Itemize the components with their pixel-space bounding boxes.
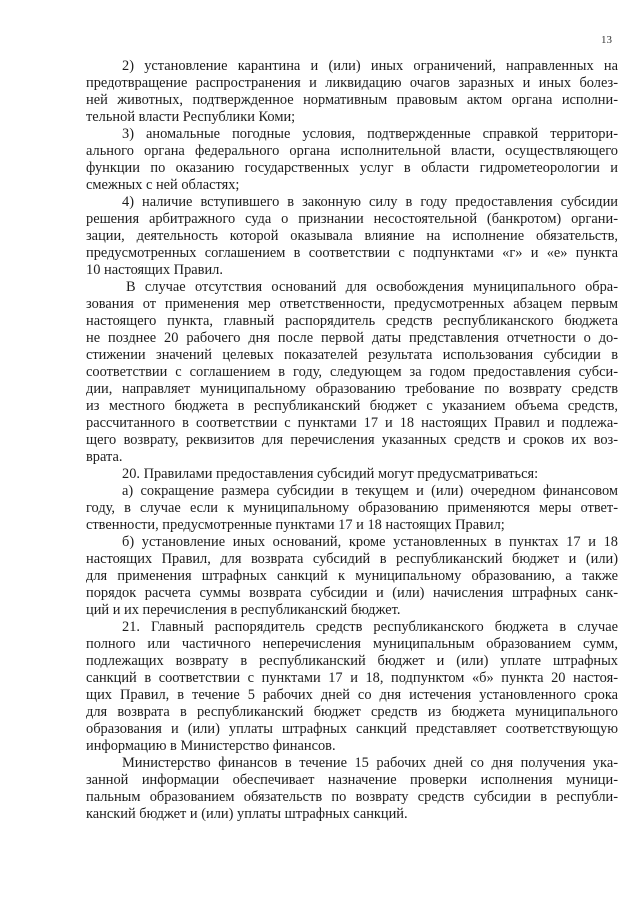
text-line: б) установление иных оснований, кроме установленных в пунктах 17 и 18: [122, 534, 618, 550]
text-line: щих Правил, в течение 5 рабочих дней со дня истечения установленного срока: [86, 687, 618, 703]
text-line: для возврата в республиканский бюджет средств из бюджета муниципального: [86, 704, 618, 720]
text-line: ций и их перечисления в республиканский бюджет.: [86, 602, 401, 618]
text-line: 3) аномальные погодные условия, подтвержденные справкой территори-: [122, 126, 618, 142]
text-line: ального органа федерального органа исполнительной власти, осуществляющего: [86, 143, 618, 159]
text-line: 20. Правилами предоставления субсидий могут предусматриваться:: [122, 466, 539, 482]
text-line: функции по оказанию государственных услуг в области гидрометеорологии и: [86, 160, 618, 176]
text-line: тельной власти Республики Коми;: [86, 109, 296, 125]
text-line: 10 настоящих Правил.: [86, 262, 223, 278]
text-line: предусмотренных соглашением в соответствии с подпунктами «г» и «е» пункта: [86, 245, 618, 261]
paragraph-point-21: [86, 619, 618, 755]
text-line: В случае отсутствия оснований для освобождения муниципального обра-: [126, 279, 618, 295]
text-line: смежных с ней областях;: [86, 177, 240, 193]
text-line: решения арбитражного суда о признании несостоятельной (банкротом) органи-: [86, 211, 618, 227]
paragraph-point-20-b: [86, 534, 618, 619]
paragraph-ministry-check: [86, 755, 618, 823]
text-line: щего возврату, реквизитов для перечисления указанных средств и сроков их воз-: [86, 432, 618, 448]
paragraph-absence-grounds: [86, 279, 618, 466]
text-line: санкций в соответствии с пунктами 17 и 18, подпунктом «б» пункта 20 настоя-: [86, 670, 618, 686]
text-line: зации, деятельность которой оказывала влияние на исполнение обязательств,: [86, 228, 618, 244]
paragraph-item-3: [86, 126, 618, 194]
text-line: дии, направляет муниципальному образованию требование по возврату средств: [86, 381, 618, 397]
paragraph-point-20-a: [86, 483, 618, 534]
text-line: ней животных, подтвержденное нормативным правовым актом органа исполни-: [86, 92, 618, 108]
text-line: ственности, предусмотренные пунктами 17 и 18 настоящих Правил;: [86, 517, 505, 533]
text-line: пальным образованием обязательств по возврату средств субсидии в республи-: [86, 789, 618, 805]
text-line: году, в случае если к муниципальному образованию применяются меры ответ-: [86, 500, 618, 516]
page-number: 13: [601, 34, 612, 46]
text-line: Министерство финансов в течение 15 рабочих дней со дня получения ука-: [122, 755, 618, 771]
paragraph-item-2: [86, 58, 618, 126]
text-line: 21. Главный распорядитель средств республиканского бюджета в случае: [122, 619, 618, 635]
text-line: стижении значений целевых показателей результата использования субсидии в: [86, 347, 618, 363]
text-line: врата.: [86, 449, 123, 465]
text-line: предотвращение распространения и ликвидацию очагов заразных и иных болез-: [86, 75, 618, 91]
document-body: [86, 58, 618, 823]
paragraph-item-4: [86, 194, 618, 279]
text-line: соответствии с соглашением в году, следующем за годом предоставления субси-: [86, 364, 618, 380]
text-line: рассчитанного в соответствии с пунктами 17 и 18 настоящих Правил и подлежа-: [86, 415, 618, 431]
text-line: порядок расчета суммы возврата субсидии и (или) начисления штрафных санк-: [86, 585, 618, 601]
text-line: зования от применения мер ответственности, предусмотренных абзацем первым: [86, 296, 618, 312]
text-line: канский бюджет и (или) уплаты штрафных санкций.: [86, 806, 408, 822]
text-line: для применения штрафных санкций к муниципальному образованию, а также: [86, 568, 618, 584]
text-line: 4) наличие вступившего в законную силу в году предоставления субсидии: [122, 194, 618, 210]
text-line: а) сокращение размера субсидии в текущем и (или) очередном финансовом: [122, 483, 618, 499]
text-line: полного или частичного неперечисления муниципальным образованием сумм,: [86, 636, 618, 652]
text-line: образования и (или) уплаты штрафных санкций представляет соответствующую: [86, 721, 618, 737]
text-line: информацию в Министерство финансов.: [86, 738, 336, 754]
text-line: не позднее 20 рабочего дня после первой даты представления отчетности о до-: [86, 330, 618, 346]
text-line: настоящего пункта, главный распорядитель средств республиканского бюджета: [86, 313, 618, 329]
text-line: настоящих Правил, для возврата субсидий в республиканский бюджет и (или): [86, 551, 618, 567]
text-line: занной информации обеспечивает назначение проверки исполнения муници-: [86, 772, 618, 788]
text-line: подлежащих возврату в республиканский бюджет и (или) уплате штрафных: [86, 653, 618, 669]
paragraph-point-20: [86, 466, 618, 483]
text-line: из местного бюджета в республиканский бюджет с указанием объема средств,: [86, 398, 618, 414]
text-line: 2) установление карантина и (или) иных ограничений, направленных на: [122, 58, 618, 74]
